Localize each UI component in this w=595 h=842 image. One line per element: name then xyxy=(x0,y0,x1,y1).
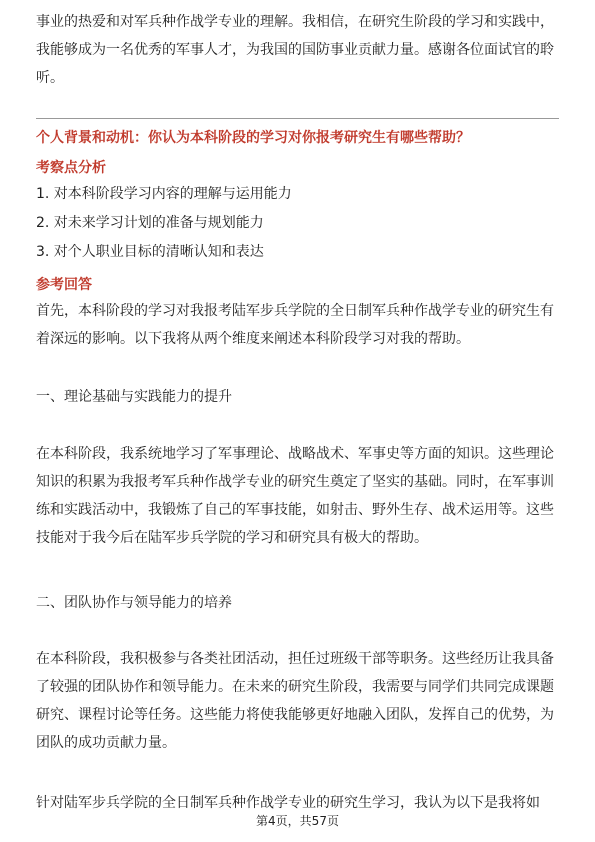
analysis-label: 考察点分析 xyxy=(36,160,106,176)
answer-heading-1: 一、理论基础与实践能力的提升 xyxy=(36,389,232,405)
section-divider xyxy=(36,118,559,119)
intro-paragraph: 事业的热爱和对军兵种作战学专业的理解。我相信，在研究生阶段的学习和实践中，我能够成为一名优秀的军事人才，为我国的国防事业贡献力量。感谢各位面试官的聆听。 xyxy=(36,14,554,86)
analysis-item-1: 1. 对本科阶段学习内容的理解与运用能力 xyxy=(36,186,292,202)
answer-heading-2: 二、团队协作与领导能力的培养 xyxy=(36,595,232,611)
answer-label: 参考回答 xyxy=(36,277,92,293)
answer-paragraph-1: 首先，本科阶段的学习对我报考陆军步兵学院的全日制军兵种作战学专业的研究生有着深远的影响。以下我将从两个维度来阐述本科阶段学习对我的帮助。 xyxy=(36,303,554,347)
answer-paragraph-2: 在本科阶段，我系统地学习了军事理论、战略战术、军事史等方面的知识。这些理论知识的积累为我报考军兵种作战学专业的研究生奠定了坚实的基础。同时，在军事训练和实践活动中，我锻炼了自己的军事技能，如射击、野外生存、战术运用等。这些技能对于我今后在陆军步兵学院的学习和研究具有极大的帮助。 xyxy=(36,446,554,546)
answer-paragraph-4: 针对陆军步兵学院的全日制军兵种作战学专业的研究生学习，我认为以下是我将如 xyxy=(36,795,540,811)
analysis-item-3: 3. 对个人职业目标的清晰认知和表达 xyxy=(36,244,264,260)
analysis-item-2: 2. 对未来学习计划的准备与规划能力 xyxy=(36,215,264,231)
page-number: 第4页，共57页 xyxy=(256,814,339,828)
question-heading: 个人背景和动机：你认为本科阶段的学习对你报考研究生有哪些帮助？ xyxy=(36,130,470,146)
answer-paragraph-3: 在本科阶段，我积极参与各类社团活动，担任过班级干部等职务。这些经历让我具备了较强的团队协作和领导能力。在未来的研究生阶段，我需要与同学们共同完成课题研究、课程讨论等任务。这些能力将使我能够更好地融入团队，发挥自己的优势，为团队的成功贡献力量。 xyxy=(36,651,554,751)
